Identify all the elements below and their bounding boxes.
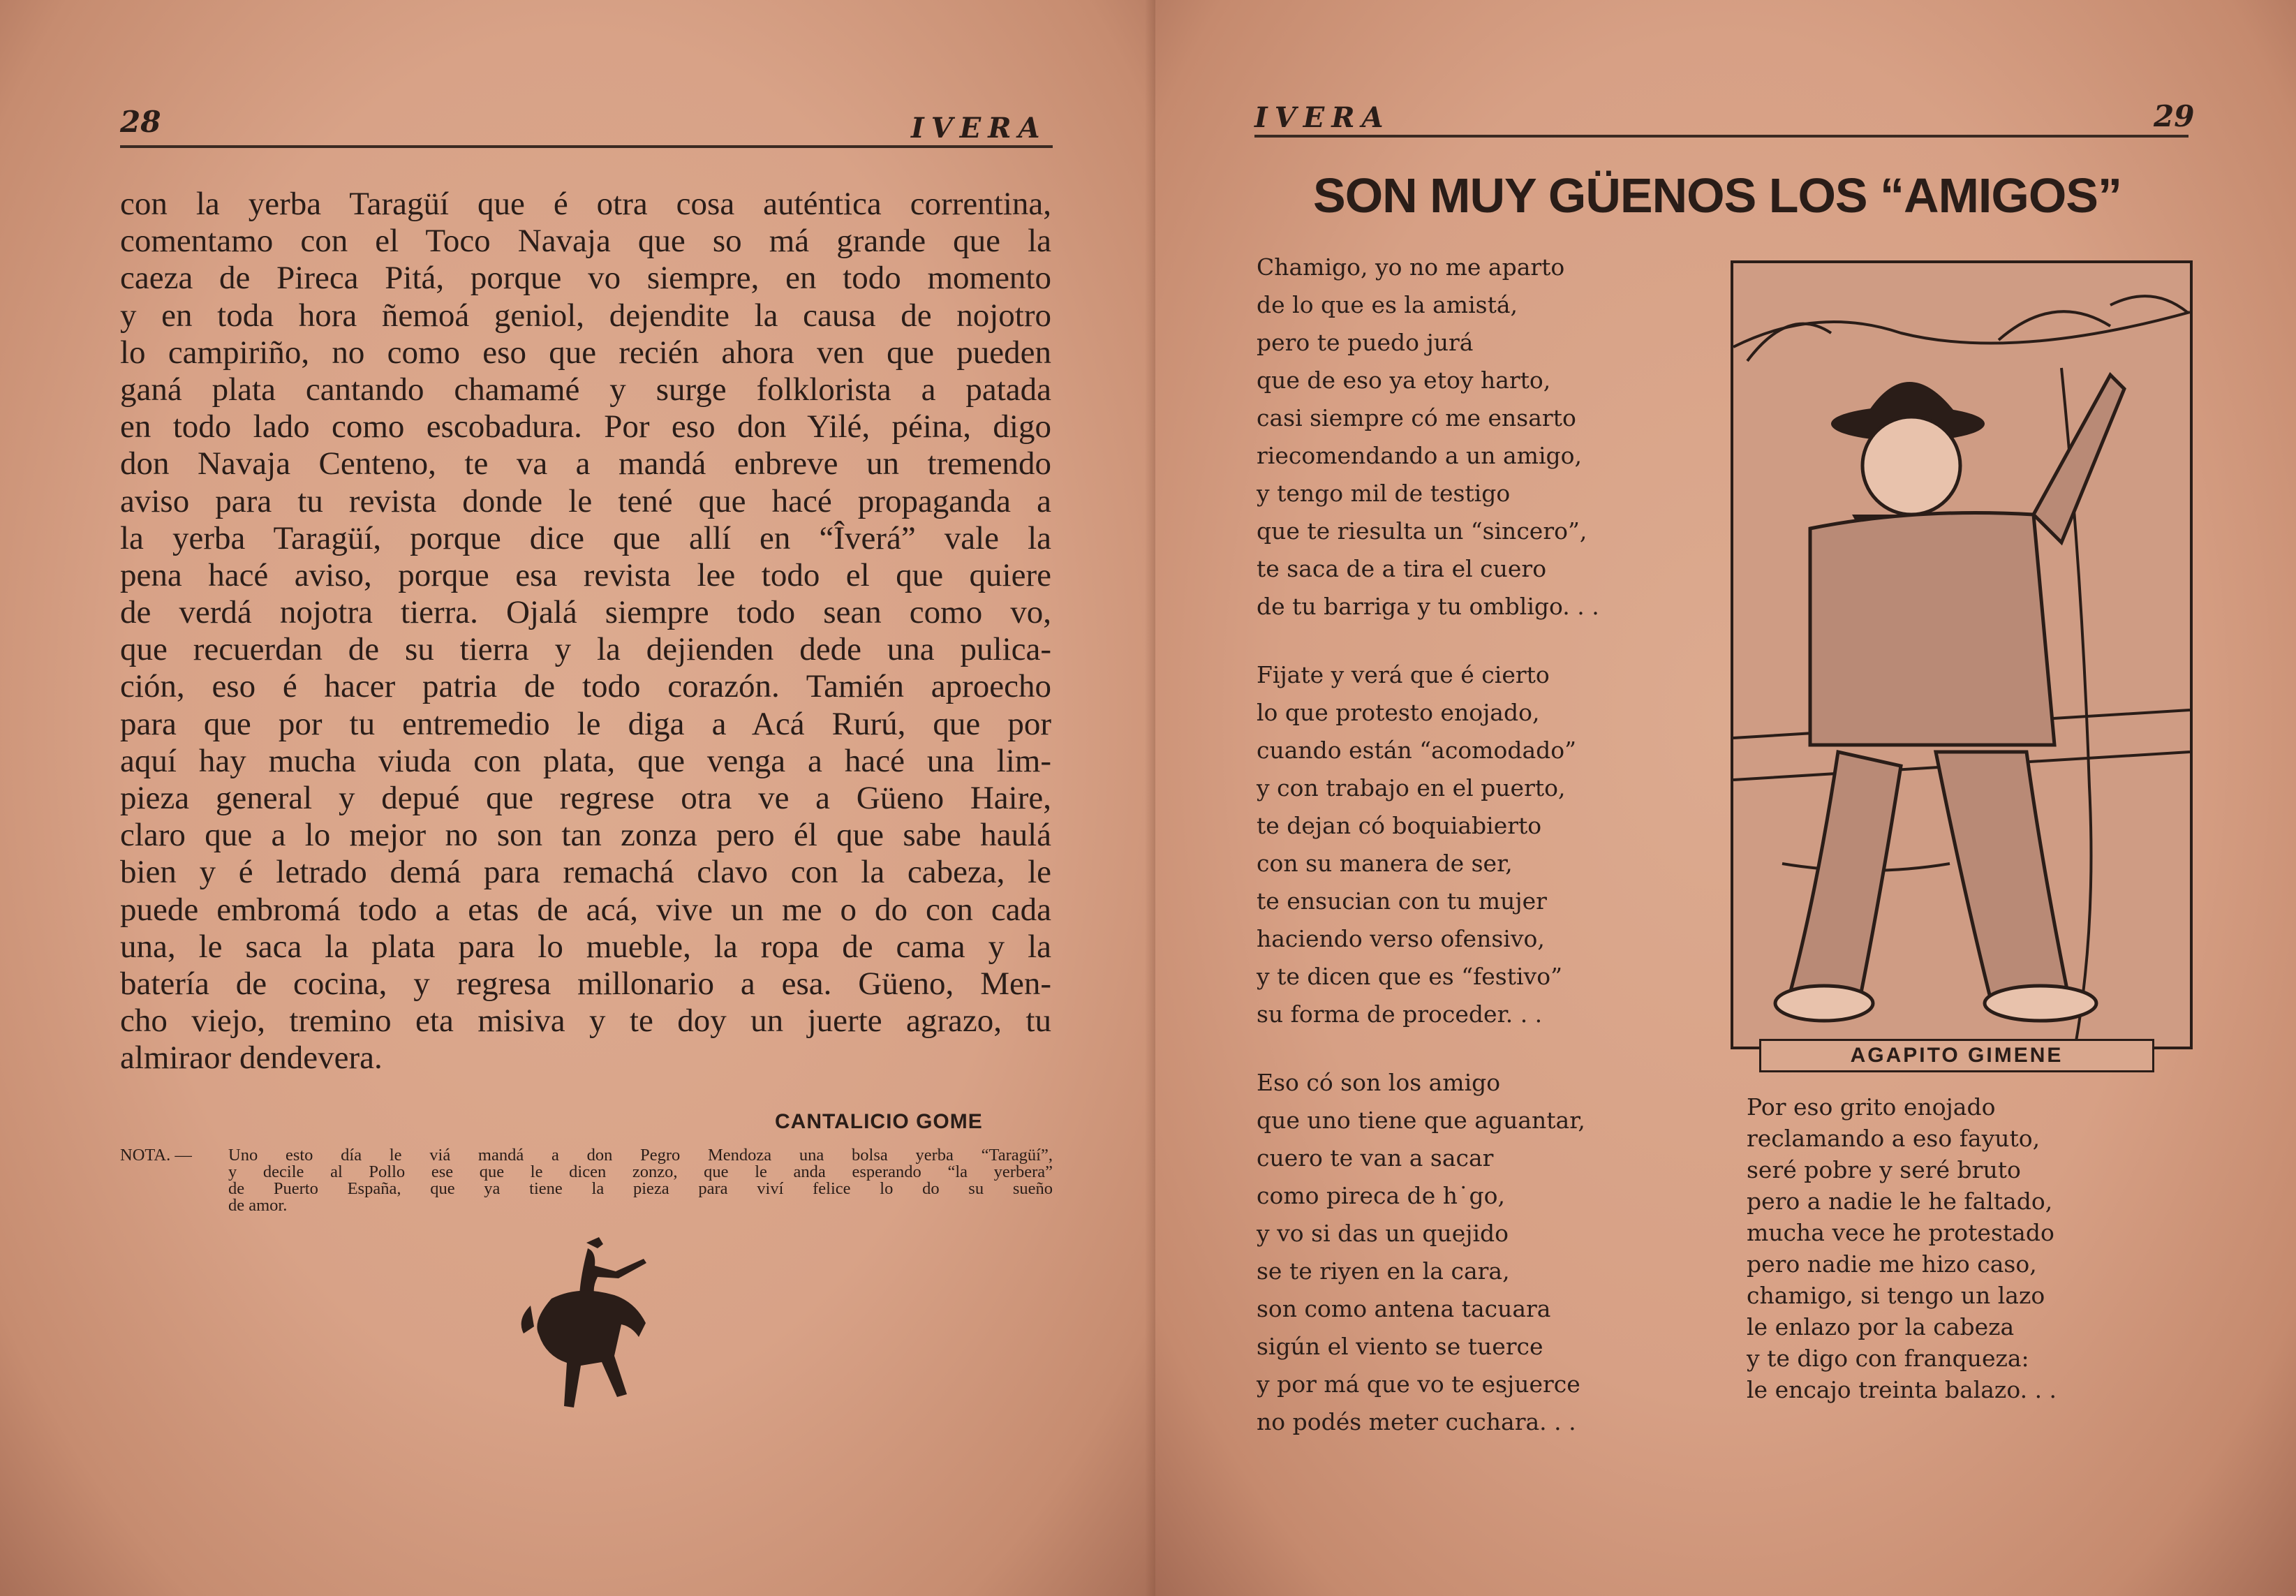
verse-line: riecomendando a un amigo, xyxy=(1257,442,1582,469)
verse-line: y te digo con franqueza: xyxy=(1747,1345,2029,1372)
verse-line: cuero te van a sacar xyxy=(1257,1144,1494,1172)
stanza-4 xyxy=(1747,1091,2057,1405)
verse-line: y con trabajo en el puerto, xyxy=(1257,774,1566,801)
verse-line: son como antena tacuara xyxy=(1257,1295,1551,1322)
bucking-horse-illustration xyxy=(510,1229,677,1410)
body-line: en todo lado como escobadura. Por eso don Yilé, péina, digo xyxy=(120,408,1051,445)
body-line: aviso para tu revista donde le tené que hacé propaganda a xyxy=(120,482,1051,519)
verse-line: de tu barriga y tu ombligo. . . xyxy=(1257,593,1599,620)
verse-line: le encajo treinta balazo. . . xyxy=(1747,1376,2057,1403)
body-line: caeza de Pireca Pitá, porque vo siempre, en todo momento xyxy=(120,260,1051,297)
running-head: IVERA xyxy=(911,112,1047,145)
verse-line: sigún el viento se tuerce xyxy=(1257,1333,1543,1360)
stanza-3 xyxy=(1257,1064,1585,1441)
body-line: que recuerdan de su tierra y la dejienden dede una pulica- xyxy=(120,631,1051,668)
verse-line: con su manera de ser, xyxy=(1257,850,1513,877)
body-line: para que por tu entremedio le diga a Acá Rurú, que por xyxy=(120,705,1051,742)
verse-line: y te dicen que es “festivo” xyxy=(1257,963,1562,990)
footnote-line: de amor. xyxy=(228,1196,288,1215)
body-line: con la yerba Taragüí que é otra cosa auténtica correntina, xyxy=(120,186,1051,222)
body-line: una, le saca la plata para lo mueble, la ropa de cama y la xyxy=(120,928,1051,965)
body-line: cho viejo, tremino eta misiva y te doy un juerte agrazo, tu xyxy=(120,1003,1051,1040)
verse-line: casi siempre có me ensarto xyxy=(1257,404,1576,431)
header-rule xyxy=(120,145,1053,148)
verse-line: que te riesulta un “sincero”, xyxy=(1257,517,1587,545)
letter-body xyxy=(120,186,1051,1077)
stanza-1 xyxy=(1257,249,1599,626)
body-line: pena hacé aviso, porque esa revista lee todo el que quiere xyxy=(120,556,1051,593)
signature: CANTALICIO GOME xyxy=(775,1110,983,1133)
verse-line: Chamigo, yo no me aparto xyxy=(1257,253,1565,281)
verse-line: su forma de proceder. . . xyxy=(1257,1000,1543,1028)
verse-line: reclamando a eso fayuto, xyxy=(1747,1125,2041,1152)
verse-line: y por má que vo te esjuerce xyxy=(1257,1370,1580,1398)
verse-line: te dejan có boquiabierto xyxy=(1257,812,1542,839)
body-line: don Navaja Centeno, te va a mandá enbreve un tremendo xyxy=(120,445,1051,482)
verse-line: que uno tiene que aguantar, xyxy=(1257,1107,1585,1134)
footnote-label: NOTA. — xyxy=(120,1146,192,1165)
header-rule-right xyxy=(1254,135,2188,138)
verse-line: mucha vece he protestado xyxy=(1747,1219,2054,1246)
verse-line: te ensucian con tu mujer xyxy=(1257,887,1547,915)
verse-line: y vo si das un quejido xyxy=(1257,1220,1509,1247)
verse-line: chamigo, si tengo un lazo xyxy=(1747,1282,2045,1309)
verse-line: haciendo verso ofensivo, xyxy=(1257,925,1545,952)
page-number: 28 xyxy=(120,105,161,139)
body-line: y en toda hora ñemoá geniol, dejendite la causa de nojotro xyxy=(120,297,1051,334)
body-line: comentamo con el Toco Navaja que so má grande que la xyxy=(120,223,1051,260)
body-line: bien y é letrado demá para remachá clavo con la cabeza, le xyxy=(120,854,1051,891)
verse-line: que de eso ya etoy harto, xyxy=(1257,367,1551,394)
footnote xyxy=(120,1147,1053,1214)
verse-line: como pireca de h˙go, xyxy=(1257,1182,1506,1209)
footnote-line: Uno esto día le viá mandá a don Pegro Mendoza una bolsa yerba “Taragüí”, xyxy=(228,1146,1053,1165)
body-line: almiraor dendevera. xyxy=(120,1040,383,1077)
poem-title: SON MUY GÜENOS LOS “AMIGOS” xyxy=(1313,168,2121,223)
verse-line: pero nadie me hizo caso, xyxy=(1747,1250,2037,1278)
verse-line: lo que protesto enojado, xyxy=(1257,699,1540,726)
footnote-line: de Puerto España, que ya tiene la pieza para viví felice lo do su sueño xyxy=(228,1179,1053,1198)
body-line: pieza general y depué que regrese otra ve a Güeno Haire, xyxy=(120,780,1051,816)
verse-line: pero a nadie le he faltado, xyxy=(1747,1188,2053,1215)
body-line: la yerba Taragüí, porque dice que allí en “Îverá” vale la xyxy=(120,519,1051,556)
body-line: claro que a lo mejor no son tan zonza pero él que sabe haulá xyxy=(120,817,1051,854)
body-line: de verdá nojotra tierra. Ojalá siempre todo sean como vo, xyxy=(120,594,1051,631)
verse-line: le enlazo por la cabeza xyxy=(1747,1313,2015,1340)
verse-line: cuando están “acomodado” xyxy=(1257,737,1577,764)
page-number-right: 29 xyxy=(2154,99,2195,133)
verse-line: Fijate y verá que é cierto xyxy=(1257,661,1550,688)
running-head-right: IVERA xyxy=(1254,101,1391,134)
verse-line: no podés meter cuchara. . . xyxy=(1257,1408,1576,1435)
body-line: ganá plata cantando chamamé y surge folklorista a patada xyxy=(120,371,1051,408)
verse-line: y tengo mil de testigo xyxy=(1257,480,1511,507)
body-line: lo campiriño, no como eso que recién ahora ven que pueden xyxy=(120,334,1051,371)
verse-line: Eso có son los amigo xyxy=(1257,1069,1501,1096)
verse-line: se te riyen en la cara, xyxy=(1257,1257,1510,1285)
verse-line: de lo que es la amistá, xyxy=(1257,291,1518,318)
verse-line: te saca de a tira el cuero xyxy=(1257,555,1547,582)
body-line: aquí hay mucha viuda con plata, que venga a hacé una lim- xyxy=(120,742,1051,779)
body-line: batería de cocina, y regresa millonario a esa. Güeno, Men- xyxy=(120,965,1051,1002)
stanza-2 xyxy=(1257,656,1576,1033)
verse-line: pero te puedo jurá xyxy=(1257,329,1474,356)
illustration-caption: AGAPITO GIMENE xyxy=(1759,1039,2154,1072)
verse-line: Por eso grito enojado xyxy=(1747,1093,1996,1121)
footnote-line: y decile al Pollo ese que le dicen zonzo, que le anda esperando “la yerbera” xyxy=(228,1162,1053,1181)
gaucho-illustration xyxy=(1731,260,2193,1049)
body-line: ción, eso é hacer patria de todo corazón. Tamién aproecho xyxy=(120,668,1051,705)
body-line: puede embromá todo a etas de acá, vive un me o do con cada xyxy=(120,891,1051,928)
verse-line: seré pobre y seré bruto xyxy=(1747,1156,2021,1183)
